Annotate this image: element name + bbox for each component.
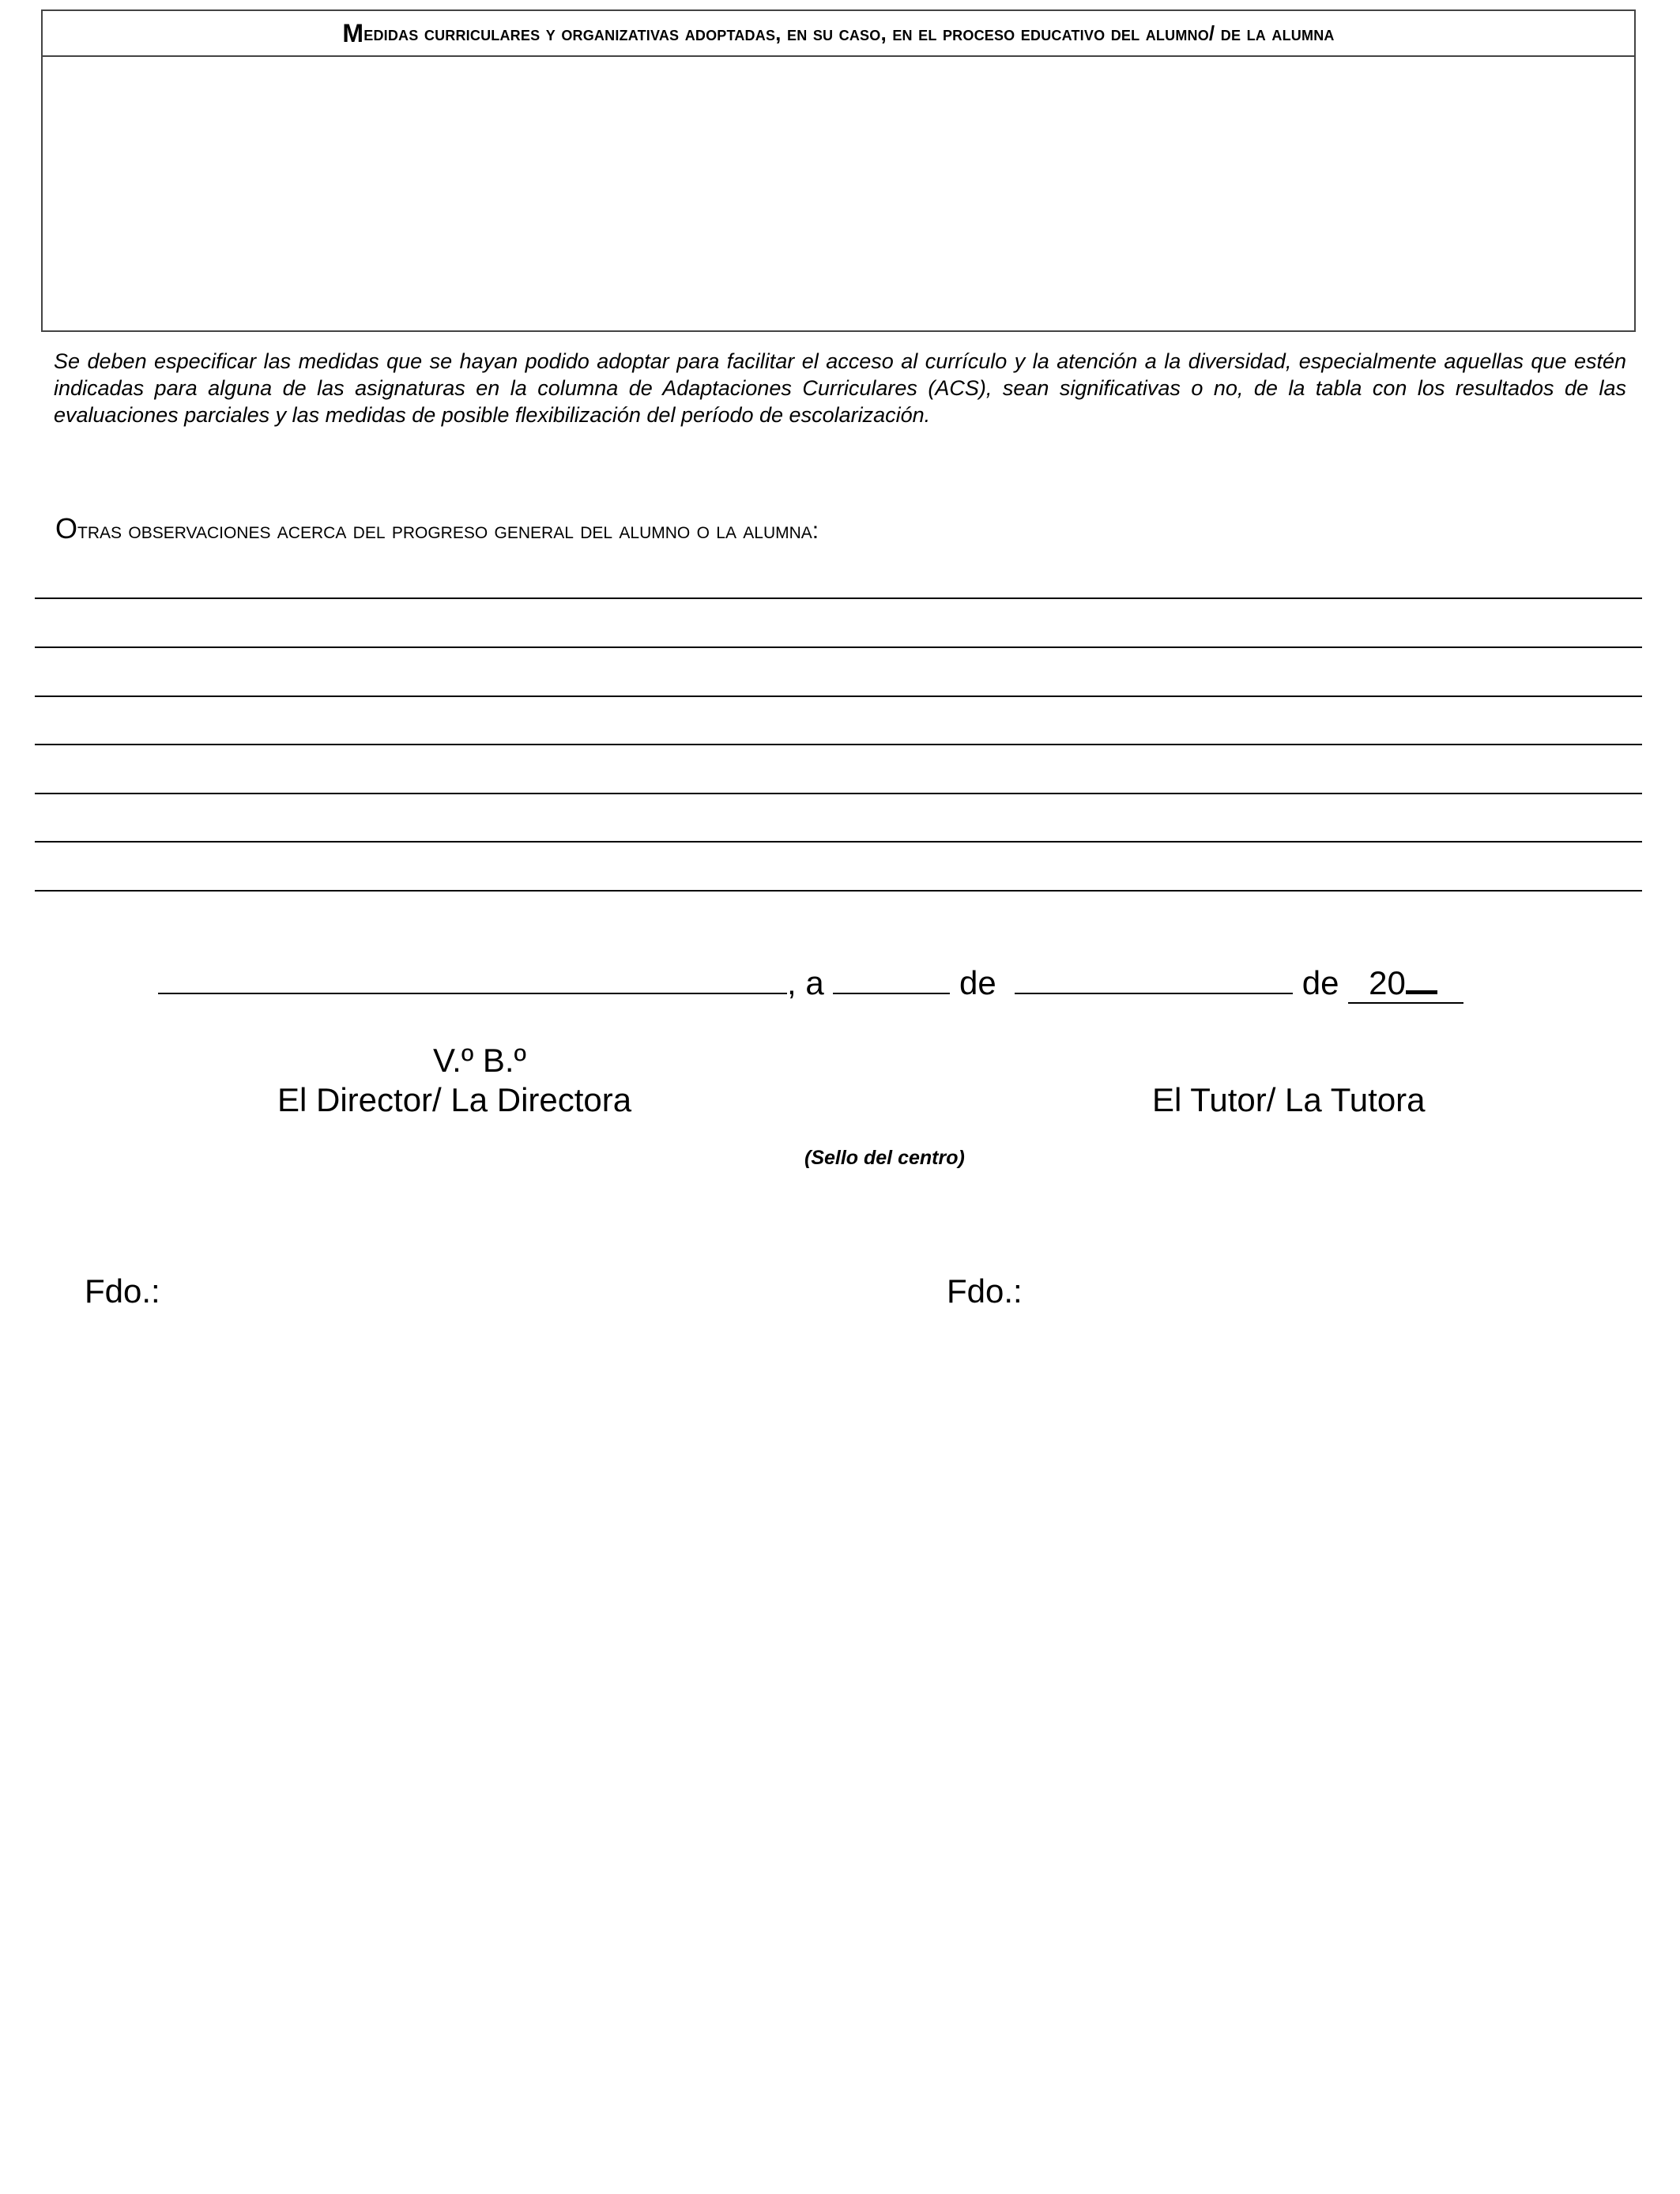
- tutor-label: El Tutor/ La Tutora: [1152, 1081, 1426, 1118]
- date-separator-a: , a: [787, 964, 824, 1001]
- observations-title-text: tras observaciones acerca del progreso general del alumno o la alumna:: [77, 518, 819, 544]
- tutor-signature-label: Fdo.:: [947, 1272, 1023, 1310]
- year-blank[interactable]: [1406, 967, 1437, 994]
- measures-box-title: [43, 11, 1634, 57]
- date-de-2: de: [1301, 964, 1339, 1001]
- year-field[interactable]: [1348, 964, 1463, 1004]
- measures-box: [41, 9, 1636, 332]
- year-prefix: 20: [1369, 964, 1406, 1001]
- measures-title-initial: M: [342, 18, 364, 47]
- measures-note: Se deben especificar las medidas que se hayan podido adoptar para facilitar el acceso al currículo y la atención a la diversidad, especialmente aquellas que estén indicadas para alguna de las asignaturas en la columna de Adaptaciones Curriculares (ACS), sean significativas o no, de la tabla con los resultados de las evaluaciones parciales y las medidas de posible flexibilización del período de escolarización.: [54, 349, 1626, 427]
- observation-line[interactable]: [35, 793, 1642, 794]
- observation-line[interactable]: [35, 647, 1642, 648]
- observations-title: [55, 512, 819, 545]
- observations-title-initial: O: [55, 512, 78, 545]
- observation-line[interactable]: [35, 744, 1642, 745]
- observation-line[interactable]: [35, 696, 1642, 697]
- date-de-1: de: [959, 964, 996, 1001]
- observation-line[interactable]: [35, 841, 1642, 843]
- observation-line[interactable]: [35, 890, 1642, 892]
- seal-label: (Sello del centro): [804, 1147, 965, 1169]
- month-blank[interactable]: [1015, 963, 1293, 994]
- date-line: [158, 963, 1463, 1004]
- director-label: El Director/ La Directora: [277, 1081, 632, 1118]
- vob-label: V.º B.º: [433, 1042, 526, 1079]
- place-blank[interactable]: [158, 963, 787, 994]
- measures-title-text: edidas curriculares y organizativas adoptadas, en su caso, en el proceso educativo del alumno/ de la alumna: [363, 21, 1335, 45]
- measures-text-area[interactable]: [43, 57, 1634, 330]
- day-blank[interactable]: [833, 963, 950, 994]
- observation-line[interactable]: [35, 598, 1642, 599]
- director-signature-label: Fdo.:: [85, 1272, 160, 1310]
